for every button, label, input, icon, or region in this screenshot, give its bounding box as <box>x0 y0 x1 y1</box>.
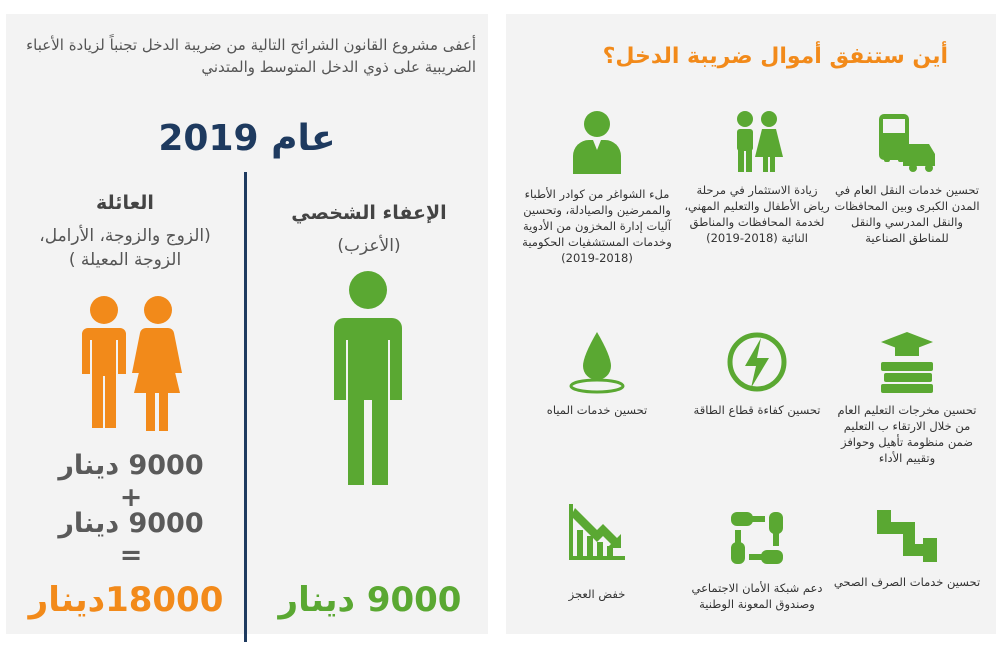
graduation-books-icon <box>875 330 939 394</box>
column-divider <box>244 172 247 642</box>
family-amount-1: 9000 دينار <box>58 450 204 481</box>
item-kindergarten-text: زيادة الاستثمار في مرحلة رياض الأطفال والتعليم المهني، لخدمة المحافظات والمناطق النائية (2018-2019) <box>684 183 830 245</box>
plus-sign: + <box>119 482 143 513</box>
item-transport-text: تحسين خدمات النقل العام في المدن الكبرى وبين المحافظات والنقل المدرسي والنقل للمناطق الصناعية <box>834 183 980 245</box>
item-water-text: تحسين خدمات المياه <box>546 403 648 417</box>
year-title: عام 2019 <box>158 118 336 159</box>
item-health-text: ملء الشواغر من كوادر الأطباء والممرضين والصيادلة، وتحسين آليات إدارة المخزون من الأدوية وخدمات المستشفيات الحكومية (2018-2019) <box>522 187 672 265</box>
pipe-icon <box>875 508 939 564</box>
water-drop-icon <box>565 330 629 394</box>
children-icon <box>725 110 789 174</box>
single-total: 9000 دينار <box>278 580 462 620</box>
helping-hands-icon <box>727 508 787 568</box>
equals-sign: = <box>119 540 143 571</box>
bus-car-icon <box>875 110 939 174</box>
item-energy-text: تحسين كفاءة قطاع الطاقة <box>693 403 821 417</box>
item-deficit-text: خفض العجز <box>568 587 626 601</box>
family-title: العائلة <box>96 192 154 214</box>
item-education-text: تحسين مخرجات التعليم العام من خلال الارتقاء ب التعليم ضمن منظومة تأهيل وحوافز وتقييم الأداء <box>837 403 977 465</box>
single-title: الإعفاء الشخصي <box>291 202 447 224</box>
family-total: 18000دينار <box>28 580 224 620</box>
single-subtitle: (الأعزب) <box>337 236 401 256</box>
person-icon <box>328 270 408 485</box>
family-amount-2: 9000 دينار <box>58 508 204 539</box>
doctor-icon <box>565 110 629 174</box>
family-subtitle: (الزوج والزوجة، الأرامل، الزوجة المعيلة ) <box>39 226 211 270</box>
item-sewage-text: تحسين خدمات الصرف الصحي <box>833 575 981 589</box>
spending-title: أين ستنفق أموال ضريبة الدخل؟ <box>602 44 948 69</box>
intro-text: أعفى مشروع القانون الشرائح التالية من ضريبة الدخل تجنباً لزيادة الأعباء الضريبية على ذوي الدخل المتوسط والمتدني <box>26 36 476 76</box>
exemption-panel <box>6 14 488 634</box>
declining-chart-icon <box>565 500 629 564</box>
spending-panel <box>506 14 996 634</box>
energy-icon <box>725 330 789 394</box>
item-social-text: دعم شبكة الأمان الاجتماعي وصندوق المعونة الوطنية <box>691 581 823 611</box>
couple-icon <box>66 294 196 434</box>
